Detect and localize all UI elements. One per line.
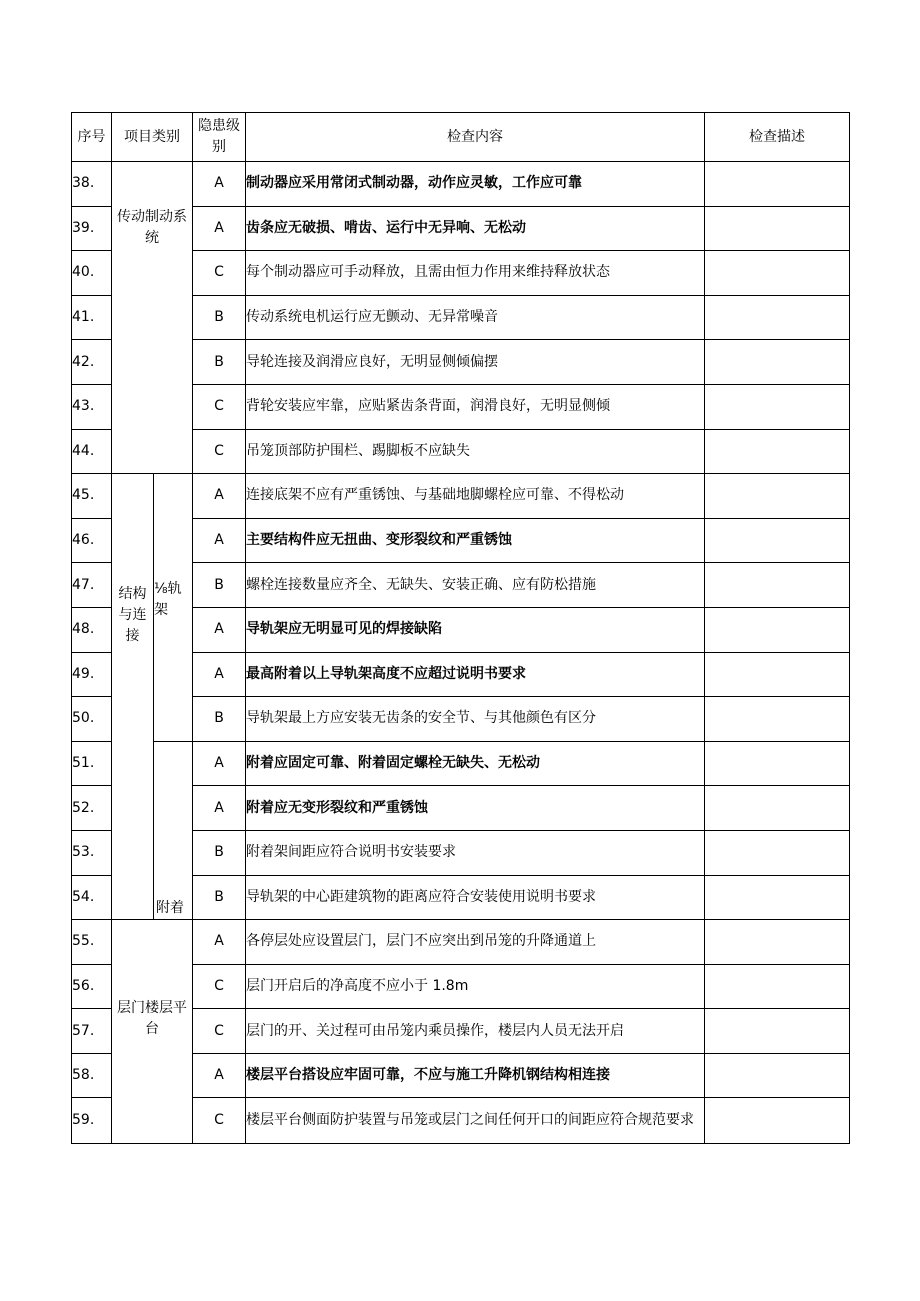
row-level: C: [193, 964, 246, 1009]
subcategory-attach: 附着: [154, 741, 193, 919]
row-level: C: [193, 251, 246, 296]
row-seq: 42.: [72, 340, 112, 385]
header-row: [72, 113, 850, 162]
row-description[interactable]: [705, 1009, 850, 1054]
row-content: 导轮连接及润滑应良好，无明显侧倾偏摆: [246, 340, 705, 385]
row-description[interactable]: [705, 206, 850, 251]
row-level: A: [193, 652, 246, 697]
row-content: 吊笼顶部防护围栏、踢脚板不应缺失: [246, 429, 705, 474]
row-content: 制动器应采用常闭式制动器，动作应灵敏，工作应可靠: [246, 162, 705, 207]
row-content: 导轨架最上方应安装无齿条的安全节、与其他颜色有区分: [246, 697, 705, 742]
row-description[interactable]: [705, 429, 850, 474]
row-description[interactable]: [705, 875, 850, 920]
row-seq: 50.: [72, 697, 112, 742]
row-level: A: [193, 1053, 246, 1098]
header-level: 隐患级别: [193, 113, 246, 162]
category-landing: 层门楼层平台: [112, 920, 193, 1144]
row-level: B: [193, 340, 246, 385]
row-description[interactable]: [705, 607, 850, 652]
row-content: 附着应无变形裂纹和严重锈蚀: [246, 786, 705, 831]
row-seq: 46.: [72, 518, 112, 563]
row-content: 每个制动器应可手动释放，且需由恒力作用来维持释放状态: [246, 251, 705, 296]
row-level: A: [193, 518, 246, 563]
row-level: C: [193, 384, 246, 429]
row-seq: 53.: [72, 830, 112, 875]
row-level: B: [193, 295, 246, 340]
row-description[interactable]: [705, 563, 850, 608]
table-row: [72, 920, 850, 965]
header-description: 检查描述: [705, 113, 850, 162]
row-seq: 40.: [72, 251, 112, 296]
row-level: A: [193, 741, 246, 786]
row-content: 最高附着以上导轨架高度不应超过说明书要求: [246, 652, 705, 697]
category-structure: [112, 474, 154, 920]
row-seq: 47.: [72, 563, 112, 608]
row-content: 附着架间距应符合说明书安装要求: [246, 830, 705, 875]
row-seq: 58.: [72, 1053, 112, 1098]
header-category: 项目类别: [112, 113, 193, 162]
row-content: 附着应固定可靠、附着固定螺栓无缺失、无松动: [246, 741, 705, 786]
row-content: 传动系统电机运行应无颤动、无异常噪音: [246, 295, 705, 340]
row-description[interactable]: [705, 474, 850, 519]
row-description[interactable]: [705, 251, 850, 296]
row-seq: 59.: [72, 1098, 112, 1144]
row-description[interactable]: [705, 741, 850, 786]
row-seq: 57.: [72, 1009, 112, 1054]
row-description[interactable]: [705, 295, 850, 340]
row-description[interactable]: [705, 786, 850, 831]
row-level: A: [193, 206, 246, 251]
row-seq: 44.: [72, 429, 112, 474]
row-description[interactable]: [705, 384, 850, 429]
row-seq: 56.: [72, 964, 112, 1009]
table-row: [72, 474, 850, 519]
row-content: 齿条应无破损、啃齿、运行中无异响、无松动: [246, 206, 705, 251]
row-level: B: [193, 875, 246, 920]
row-content: 螺栓连接数量应齐全、无缺失、安装正确、应有防松措施: [246, 563, 705, 608]
row-content: 楼层平台搭设应牢固可靠，不应与施工升降机钢结构相连接: [246, 1053, 705, 1098]
row-level: A: [193, 162, 246, 207]
table-row: [72, 741, 850, 786]
row-description[interactable]: [705, 697, 850, 742]
row-content: 导轨架应无明显可见的焊接缺陷: [246, 607, 705, 652]
row-content: 楼层平台侧面防护装置与吊笼或层门之间任何开口的间距应符合规范要求: [246, 1098, 705, 1144]
row-seq: 48.: [72, 607, 112, 652]
row-description[interactable]: [705, 340, 850, 385]
row-seq: 49.: [72, 652, 112, 697]
row-level: A: [193, 786, 246, 831]
row-content: 主要结构件应无扭曲、变形裂纹和严重锈蚀: [246, 518, 705, 563]
table-row: [72, 162, 850, 207]
row-level: B: [193, 830, 246, 875]
row-seq: 55.: [72, 920, 112, 965]
row-content: 导轨架的中心距建筑物的距离应符合安装使用说明书要求: [246, 875, 705, 920]
row-seq: 41.: [72, 295, 112, 340]
row-content: 层门开启后的净高度不应小于 1.8m: [246, 964, 705, 1009]
row-description[interactable]: [705, 652, 850, 697]
row-description[interactable]: [705, 1098, 850, 1144]
row-level: A: [193, 474, 246, 519]
row-seq: 38.: [72, 162, 112, 207]
inspection-table: [71, 112, 850, 1144]
row-level: A: [193, 607, 246, 652]
row-seq: 43.: [72, 384, 112, 429]
row-seq: 51.: [72, 741, 112, 786]
row-level: C: [193, 1009, 246, 1054]
row-level: B: [193, 697, 246, 742]
category-structure-label: 结构与连接: [118, 586, 147, 645]
row-level: C: [193, 429, 246, 474]
row-seq: 39.: [72, 206, 112, 251]
row-description[interactable]: [705, 1053, 850, 1098]
row-description[interactable]: [705, 830, 850, 875]
row-seq: 54.: [72, 875, 112, 920]
row-content: 背轮安装应牢靠，应贴紧齿条背面，润滑良好，无明显侧倾: [246, 384, 705, 429]
row-seq: 52.: [72, 786, 112, 831]
row-level: C: [193, 1098, 246, 1144]
row-content: 层门的开、关过程可由吊笼内乘员操作，楼层内人员无法开启: [246, 1009, 705, 1054]
row-content: 各停层处应设置层门，层门不应突出到吊笼的升降通道上: [246, 920, 705, 965]
header-content: 检查内容: [246, 113, 705, 162]
header-seq: 序号: [72, 113, 112, 162]
row-seq: 45.: [72, 474, 112, 519]
row-level: A: [193, 920, 246, 965]
row-description[interactable]: [705, 162, 850, 207]
row-description[interactable]: [705, 920, 850, 965]
row-content: 连接底架不应有严重锈蚀、与基础地脚螺栓应可靠、不得松动: [246, 474, 705, 519]
subcategory-rail: ⅛轨架: [154, 474, 193, 742]
row-description[interactable]: [705, 964, 850, 1009]
row-level: B: [193, 563, 246, 608]
category-transmission: 传动制动系统: [112, 162, 193, 474]
row-description[interactable]: [705, 518, 850, 563]
